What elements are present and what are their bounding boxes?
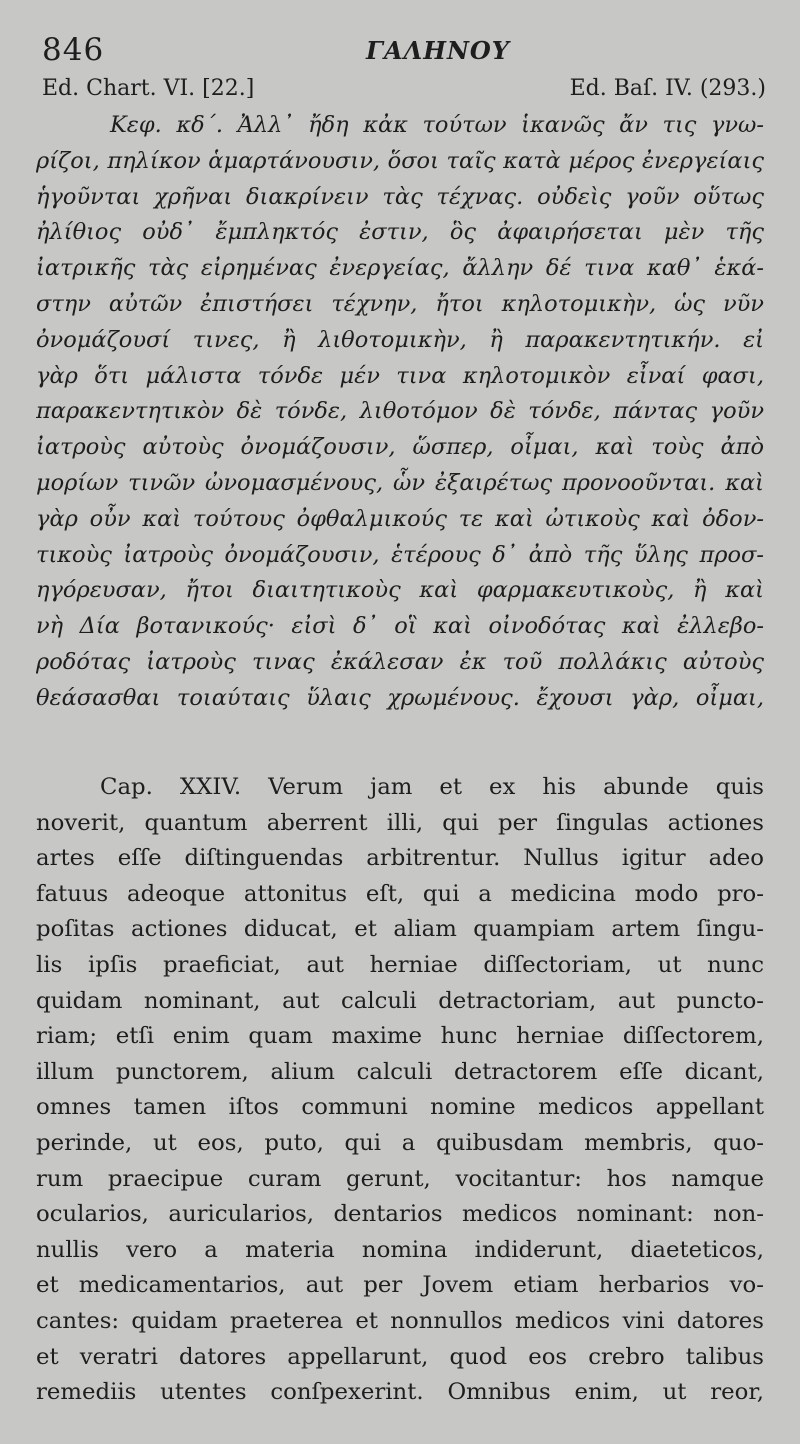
- greek-line: τικοὺς ἰατροὺς ὀνομάζουσιν, ἑτέρους δ᾿ ἀπὸ τῆς ὕλης προσ-: [36, 541, 764, 568]
- latin-line: lis ipſis praeficiat, aut herniae diſſectoriam, ut nunc: [36, 951, 764, 978]
- latin-line: poſitas actiones diducat, et aliam quampiam artem ſingu-: [36, 916, 764, 943]
- latin-line: rum praecipue curam gerunt, vocitantur: hos namque: [36, 1165, 764, 1192]
- latin-line: nullis vero a materia nomina indiderunt, diaeteticos,: [36, 1236, 764, 1263]
- greek-line: μορίων τινῶν ὠνομασμένους, ὧν ἐξαιρέτως προνοοῦνται. καὶ: [36, 469, 764, 496]
- greek-line: παρακεντητικὸν δὲ τόνδε, λιθοτόμον δὲ τόνδε, πάντας γοῦν: [36, 398, 764, 425]
- greek-line: νὴ Δία βοτανικούς· εἰσὶ δ᾿ οἳ καὶ οἰνοδότας καὶ ἐλλεβο-: [36, 613, 764, 640]
- latin-text-block: [36, 770, 764, 1411]
- edition-reference-basel: Ed. Baſ. IV. (293.): [569, 76, 766, 101]
- latin-line: riam; etſi enim quam maxime hunc herniae diſſectorem,: [36, 1023, 764, 1050]
- greek-line: ἠλίθιος οὐδ᾿ ἔμπληκτός ἐστιν, ὃς ἀφαιρήσεται μὲν τῆς: [36, 219, 764, 246]
- greek-line: ἰατροὺς αὐτοὺς ὀνομάζουσιν, ὥσπερ, οἶμαι, καὶ τοὺς ἀπὸ: [36, 434, 764, 461]
- greek-line: γὰρ οὖν καὶ τούτους ὀφθαλμικούς τε καὶ ὠτικοὺς καὶ ὀδον-: [36, 505, 764, 532]
- greek-line: ἡγοῦνται χρῆναι διακρίνειν τὰς τέχνας. οὐδεὶς γοῦν οὕτως: [36, 183, 764, 210]
- latin-line: Cap. XXIV. Verum jam et ex his abunde quis: [100, 774, 764, 800]
- greek-text-block: [36, 108, 764, 717]
- latin-line: omnes tamen iſtos communi nomine medicos appellant: [36, 1094, 764, 1121]
- greek-line: ἰατρικῆς τὰς εἰρημένας ἐνεργείας, ἄλλην δέ τινα καθ᾿ ἑκά-: [36, 255, 764, 282]
- edition-references: [36, 76, 766, 106]
- latin-line: illum punctorem, alium calculi detractorem eſſe dicant,: [36, 1058, 764, 1085]
- greek-line: ηγόρευσαν, ἤτοι διαιτητικοὺς καὶ φαρμακευτικοὺς, ἢ καὶ: [36, 577, 764, 604]
- page-header: [36, 28, 766, 68]
- latin-line: quidam nominant, aut calculi detractoriam, aut puncto-: [36, 987, 764, 1014]
- latin-line: noverit, quantum aberrent illi, qui per ſingulas actiones: [36, 809, 764, 836]
- latin-line: remediis utentes conſpexerint. Omnibus enim, ut reor,: [36, 1379, 764, 1406]
- latin-line: fatuus adeoque attonitus eſt, qui a medicina modo pro-: [36, 880, 764, 907]
- greek-line: ὀνομάζουσί τινες, ἢ λιθοτομικὴν, ἢ παρακεντητικήν. εἰ: [36, 326, 764, 353]
- greek-line: γὰρ ὅτι μάλιστα τόνδε μέν τινα κηλοτομικὸν εἶναί φασι,: [36, 362, 764, 389]
- edition-reference-chart: Ed. Chart. VI. [22.]: [42, 76, 255, 101]
- latin-line: ocularios, auricularios, dentarios medicos nominant: non-: [36, 1201, 764, 1228]
- greek-line: θεάσασθαι τοιαύταις ὕλαις χρωμένους. ἔχουσι γὰρ, οἶμαι,: [36, 684, 764, 711]
- greek-line: ρίζοι, πηλίκον ἁμαρτάνουσιν, ὅσοι ταῖς κατὰ μέρος ἐνεργείαις: [36, 147, 764, 174]
- latin-line: perinde, ut eos, puto, qui a quibusdam membris, quo-: [36, 1129, 764, 1156]
- latin-line: et medicamentarios, aut per Jovem etiam herbarios vo-: [36, 1272, 764, 1299]
- page-number: 846: [42, 32, 105, 68]
- greek-line: στην αὐτῶν ἐπιστήσει τέχνην, ἤτοι κηλοτομικὴν, ὡς νῦν: [36, 290, 764, 317]
- greek-line: Κεφ. κδ΄. Ἀλλ᾿ ἤδη κἀκ τούτων ἱκανῶς ἄν τις γνω-: [110, 112, 764, 138]
- greek-line: ροδότας ἰατροὺς τινας ἐκάλεσαν ἐκ τοῦ πολλάκις αὐτοὺς: [36, 648, 764, 675]
- latin-line: cantes: quidam praeterea et nonnullos medicos vini datores: [36, 1307, 764, 1334]
- latin-line: et veratri datores appellarunt, quod eos crebro talibus: [36, 1343, 764, 1370]
- latin-line: artes eſſe diſtinguendas arbitrentur. Nullus igitur adeo: [36, 845, 764, 872]
- running-title: ΓΑΛΗΝΟΥ: [366, 36, 510, 65]
